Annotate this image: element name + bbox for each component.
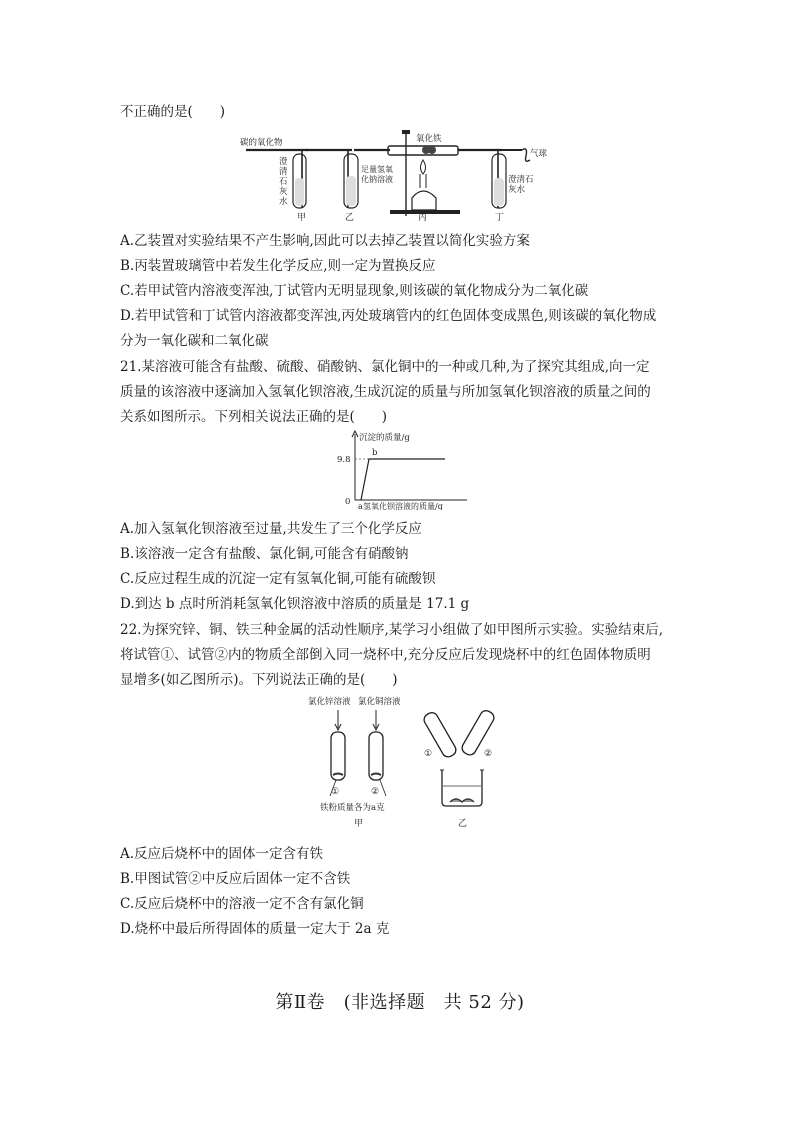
q21-stem-3: 关系如图所示。下列相关说法正确的是( )	[120, 409, 388, 425]
tag-yi: 乙	[345, 213, 355, 222]
label-jia-reagent-2: 石	[279, 177, 288, 187]
q20-option-b: B.丙装置玻璃管中若发生化学反应,则一定为置换反应	[120, 258, 436, 274]
q20-option-c: C.若甲试管内溶液变浑浊,丁试管内无明显现象,则该碳的氧化物成分为二氧化碳	[120, 283, 589, 299]
label-jia-reagent-0: 澄	[279, 157, 288, 167]
label-jia-reagent-1: 清	[279, 167, 288, 177]
label-tube-2: ②	[371, 787, 380, 797]
graph-ylabel: 沉淀的质量/g	[359, 433, 410, 443]
q21-option-d: D.到达 b 点时所消耗氢氧化钡溶液中溶质的质量是 17.1 g	[120, 596, 470, 612]
q21-stem-1: 21.某溶液可能含有盐酸、硫酸、硝酸钠、氯化铜中的一种或几种,为了探究其组成,向一定	[120, 359, 650, 375]
label-carbon-oxide: 碳的氧化物	[240, 138, 283, 148]
q22-experiment-figure	[300, 690, 520, 830]
q22-option-a: A.反应后烧杯中的固体一定含有铁	[120, 846, 324, 862]
q21-option-a: A.加入氢氧化钡溶液至过量,共发生了三个化学反应	[120, 521, 422, 537]
graph-origin: 0	[345, 497, 351, 507]
caption-jia: 甲	[354, 819, 364, 829]
label-ding-reagent-2: 灰水	[508, 185, 526, 195]
tag-jia: 甲	[297, 213, 307, 222]
label-balloon: 气球	[530, 149, 548, 159]
q22-stem-2: 将试管①、试管②内的物质全部倒入同一烧杯中,充分反应后发现烧杯中的红色固体物质明	[120, 647, 651, 663]
q20-stem-tail: 不正确的是( )	[120, 104, 226, 120]
label-jia-reagent-3: 灰	[279, 187, 288, 197]
q20-option-d: D.若甲试管和丁试管内溶液都变浑浊,丙处玻璃管内的红色固体变成黑色,则该碳的氧化物成	[120, 308, 657, 324]
q21-option-c: C.反应过程生成的沉淀一定有氢氧化铜,可能有硫酸钡	[120, 571, 436, 587]
label-naoh-2: 化钠溶液	[361, 175, 393, 184]
tag-ding: 丁	[495, 213, 505, 222]
label-jia-reagent-4: 水	[279, 197, 288, 207]
label-ding-reagent-1: 澄清石	[508, 175, 534, 185]
label-yi-tube-1: ①	[424, 749, 433, 759]
graph-point-a: a	[358, 502, 363, 510]
label-iron-powder: 铁粉质量各为a克	[320, 803, 385, 813]
graph-ytick-98: 9.8	[337, 455, 351, 465]
label-iron-oxide: 氧化铁	[416, 134, 442, 144]
graph-line	[361, 459, 445, 500]
label-yi-tube-2: ②	[484, 749, 493, 759]
label-tube-1: ①	[331, 787, 340, 797]
label-cucl2: 氯化铜溶液	[358, 697, 401, 707]
section-title: 第Ⅱ卷 (非选择题 共 52 分)	[275, 992, 525, 1013]
q21-stem-2: 质量的该溶液中逐滴加入氢氧化钡溶液,生成沉淀的质量与所加氢氧化钡溶液的质量之间的	[120, 384, 651, 400]
q20-apparatus-figure	[240, 130, 550, 222]
q22-stem-1: 22.为探究锌、铜、铁三种金属的活动性顺序,某学习小组做了如甲图所示实验。实验结束后,	[120, 622, 664, 638]
tag-bing: 丙	[418, 213, 428, 222]
q20-option-d-cont: 分为一氧化碳和二氧化碳	[120, 333, 269, 349]
label-zncl2: 氯化锌溶液	[308, 697, 351, 707]
q22-stem-3: 显增多(如乙图所示)。下列说法正确的是( )	[120, 672, 398, 688]
q22-option-b: B.甲图试管②中反应后固体一定不含铁	[120, 871, 351, 887]
q21-precipitate-graph	[335, 430, 475, 510]
caption-yi: 乙	[458, 819, 468, 829]
graph-xlabel: 氢氧化钡溶液的质量/g	[363, 502, 443, 510]
q21-option-b: B.该溶液一定含有盐酸、氯化铜,可能含有硝酸钠	[120, 546, 409, 562]
q20-option-a: A.乙装置对实验结果不产生影响,因此可以去掉乙装置以简化实验方案	[120, 233, 530, 249]
q22-option-c: C.反应后烧杯中的溶液一定不含有氯化铜	[120, 896, 364, 912]
label-naoh-1: 足量氢氧	[361, 165, 393, 174]
q22-option-d: D.烧杯中最后所得固体的质量一定大于 2a 克	[120, 921, 390, 937]
graph-point-b: b	[372, 448, 378, 458]
